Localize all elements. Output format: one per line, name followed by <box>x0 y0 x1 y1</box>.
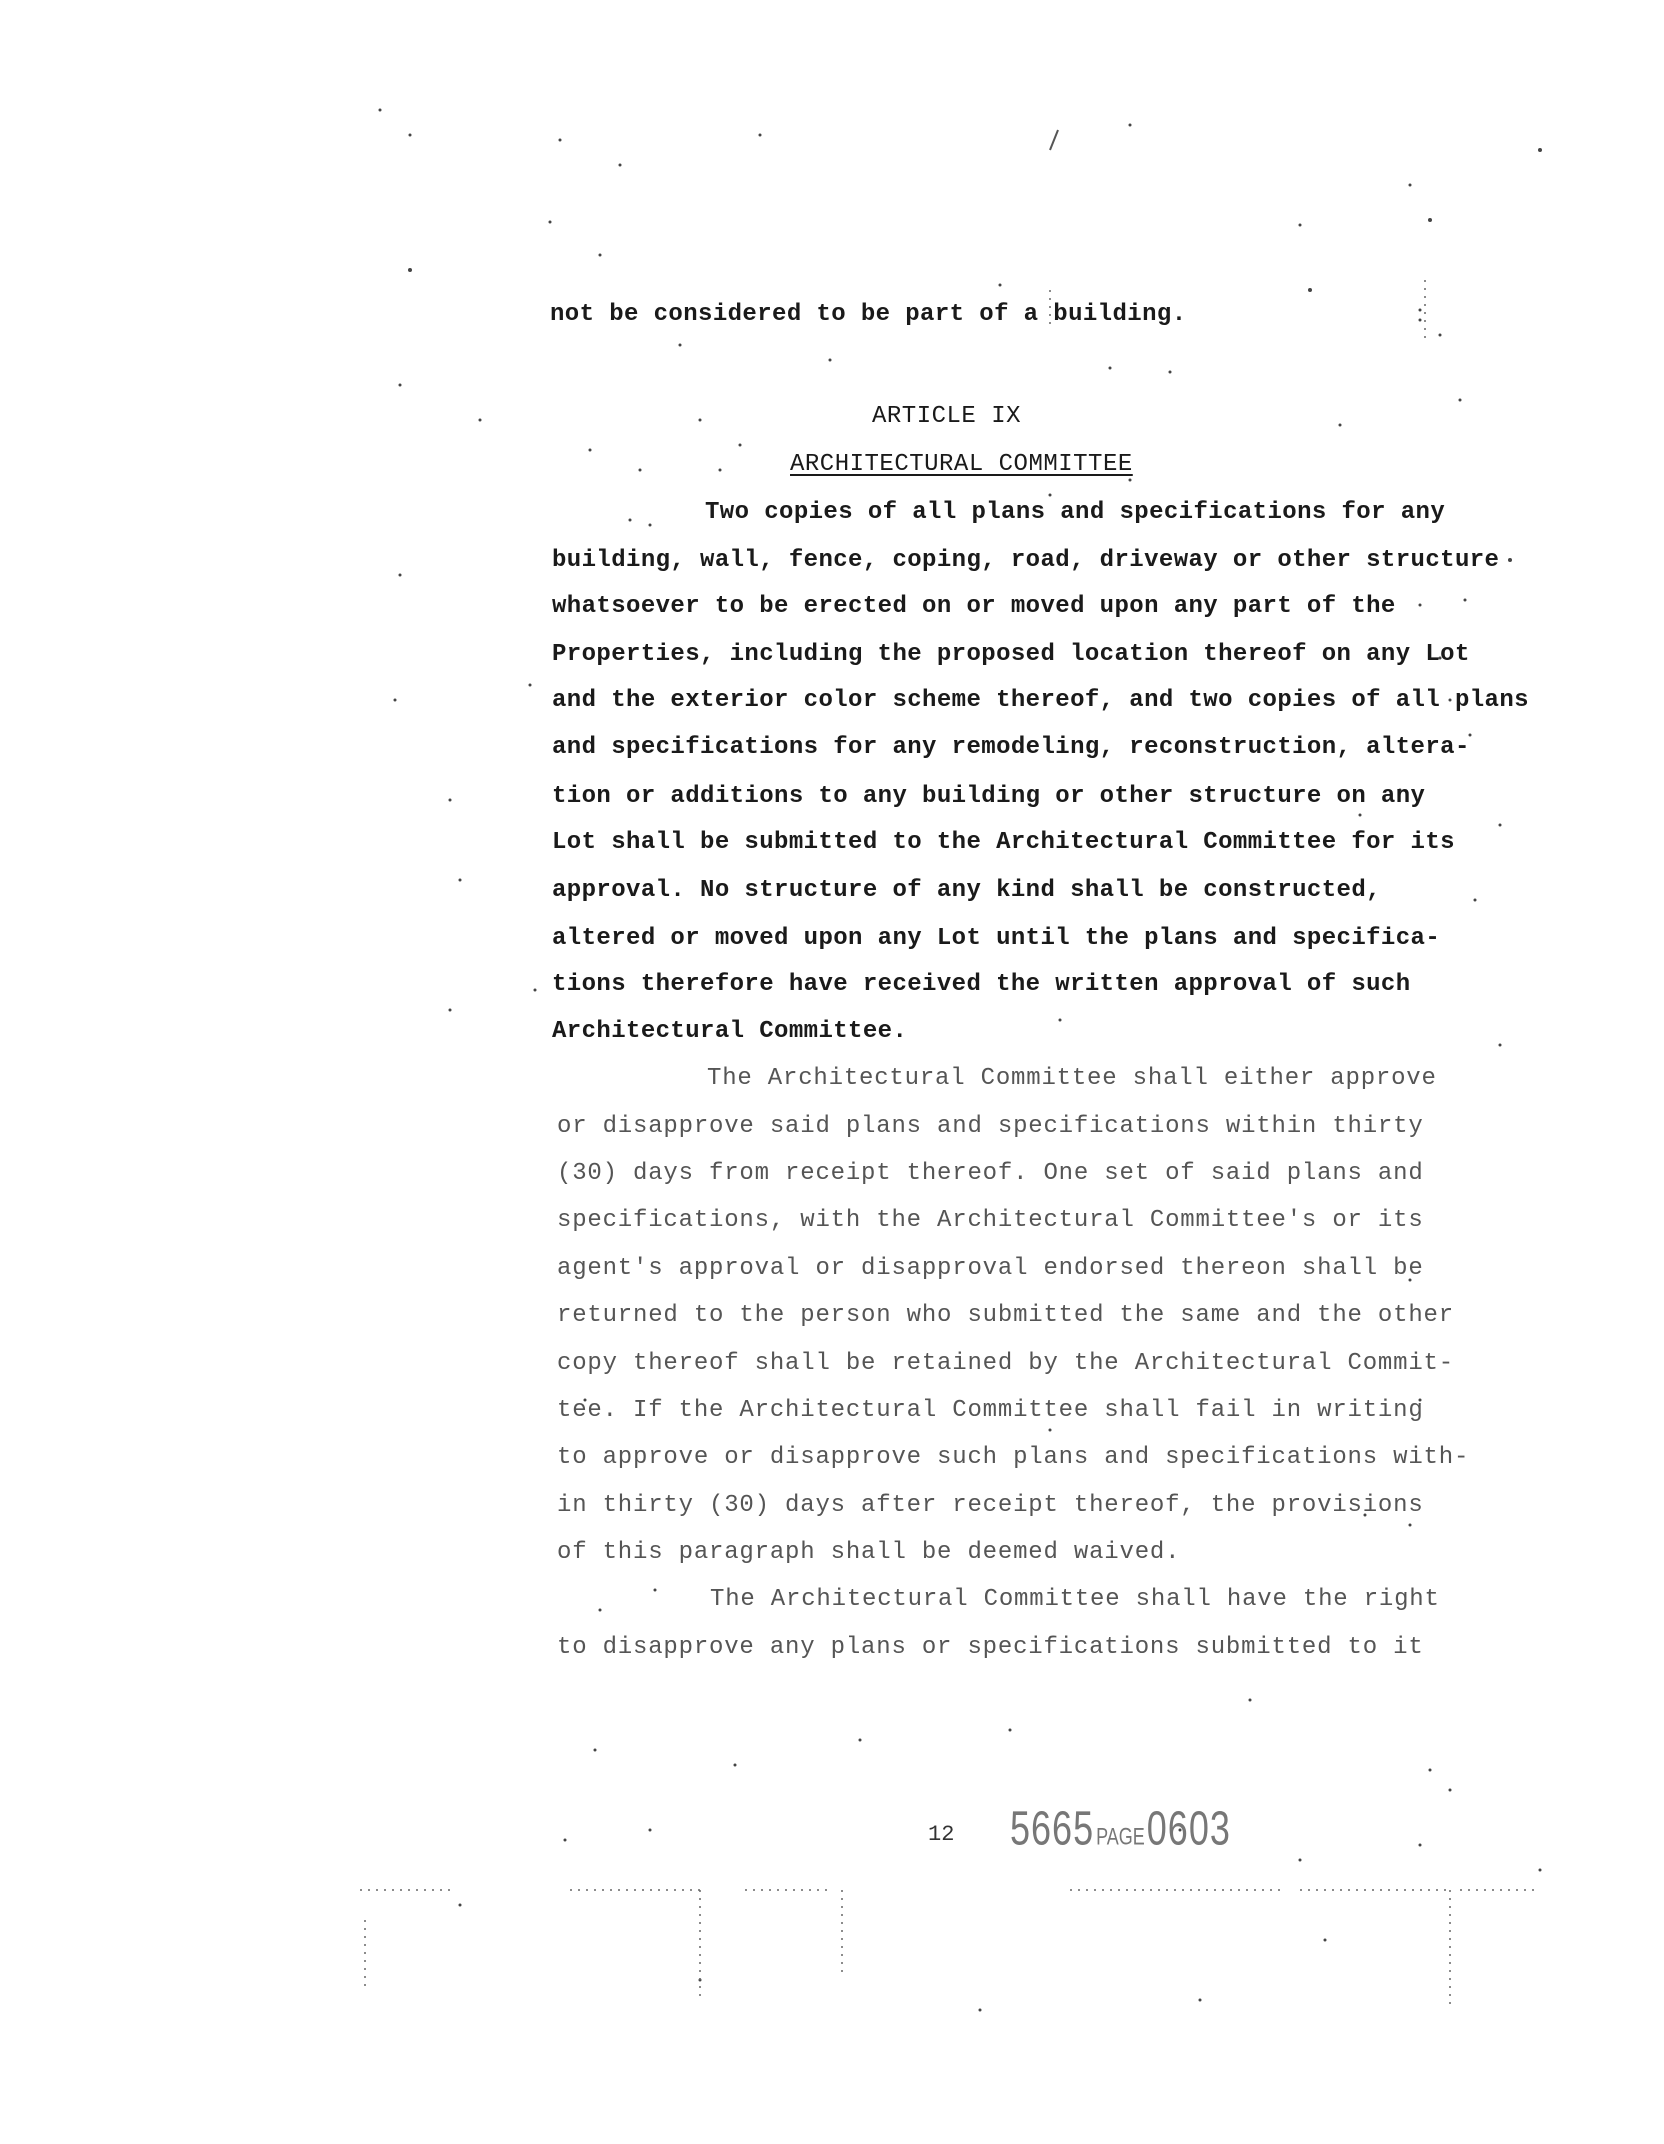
paragraph-line: (30) days from receipt thereof. One set of said plans and <box>557 1160 1424 1187</box>
paragraph-line: whatsoever to be erected on or moved upon any part of the <box>552 593 1396 620</box>
paragraph-line: returned to the person who submitted the same and the other <box>557 1302 1454 1329</box>
article-number: ARTICLE IX <box>872 403 1022 430</box>
book-page-label: PAGE <box>1096 1822 1145 1850</box>
paragraph-line: of this paragraph shall be deemed waived. <box>557 1539 1181 1566</box>
continuation-line: not be considered to be part of a building. <box>550 301 1187 328</box>
paragraph-line: Architectural Committee. <box>552 1018 908 1045</box>
book-page-stamp <box>1010 1800 1231 1857</box>
paragraph-line: tions therefore have received the written approval of such <box>552 971 1411 998</box>
paragraph-line: and the exterior color scheme thereof, and two copies of all plans <box>552 687 1529 714</box>
paragraph-line: altered or moved upon any Lot until the plans and specifica- <box>552 925 1441 952</box>
paragraph-line: tion or additions to any building or other structure on any <box>552 783 1426 810</box>
book-page-number: 0603 <box>1146 1800 1231 1856</box>
paragraph-line: specifications, with the Architectural Committee's or its <box>557 1207 1424 1234</box>
book-number: 5665 <box>1010 1800 1095 1856</box>
paragraph-line: building, wall, fence, coping, road, driveway or other structure <box>552 547 1500 574</box>
paragraph-line: approval. No structure of any kind shall be constructed, <box>552 877 1381 904</box>
paragraph-line: or disapprove said plans and specifications within thirty <box>557 1113 1424 1140</box>
paragraph-line: and specifications for any remodeling, reconstruction, altera- <box>552 734 1470 761</box>
paragraph-line: Properties, including the proposed location thereof on any Lot <box>552 641 1470 668</box>
article-title: ARCHITECTURAL COMMITTEE <box>790 451 1133 478</box>
paragraph-line: The Architectural Committee shall either approve <box>707 1065 1437 1092</box>
paragraph-line: in thirty (30) days after receipt thereof, the provisions <box>557 1492 1424 1519</box>
paragraph-line: agent's approval or disapproval endorsed thereon shall be <box>557 1255 1424 1282</box>
paragraph-line: to disapprove any plans or specifications submitted to it <box>557 1634 1424 1661</box>
paragraph-line: tee. If the Architectural Committee shall fail in writing <box>557 1397 1424 1424</box>
paragraph-line: Two copies of all plans and specifications for any <box>705 499 1446 526</box>
paragraph-line: to approve or disapprove such plans and specifications with- <box>557 1444 1470 1471</box>
paragraph-line: Lot shall be submitted to the Architectural Committee for its <box>552 829 1455 856</box>
page-number: 12 <box>928 1822 955 1847</box>
paragraph-line: The Architectural Committee shall have the right <box>710 1586 1440 1613</box>
paragraph-line: copy thereof shall be retained by the Architectural Commit- <box>557 1350 1454 1377</box>
